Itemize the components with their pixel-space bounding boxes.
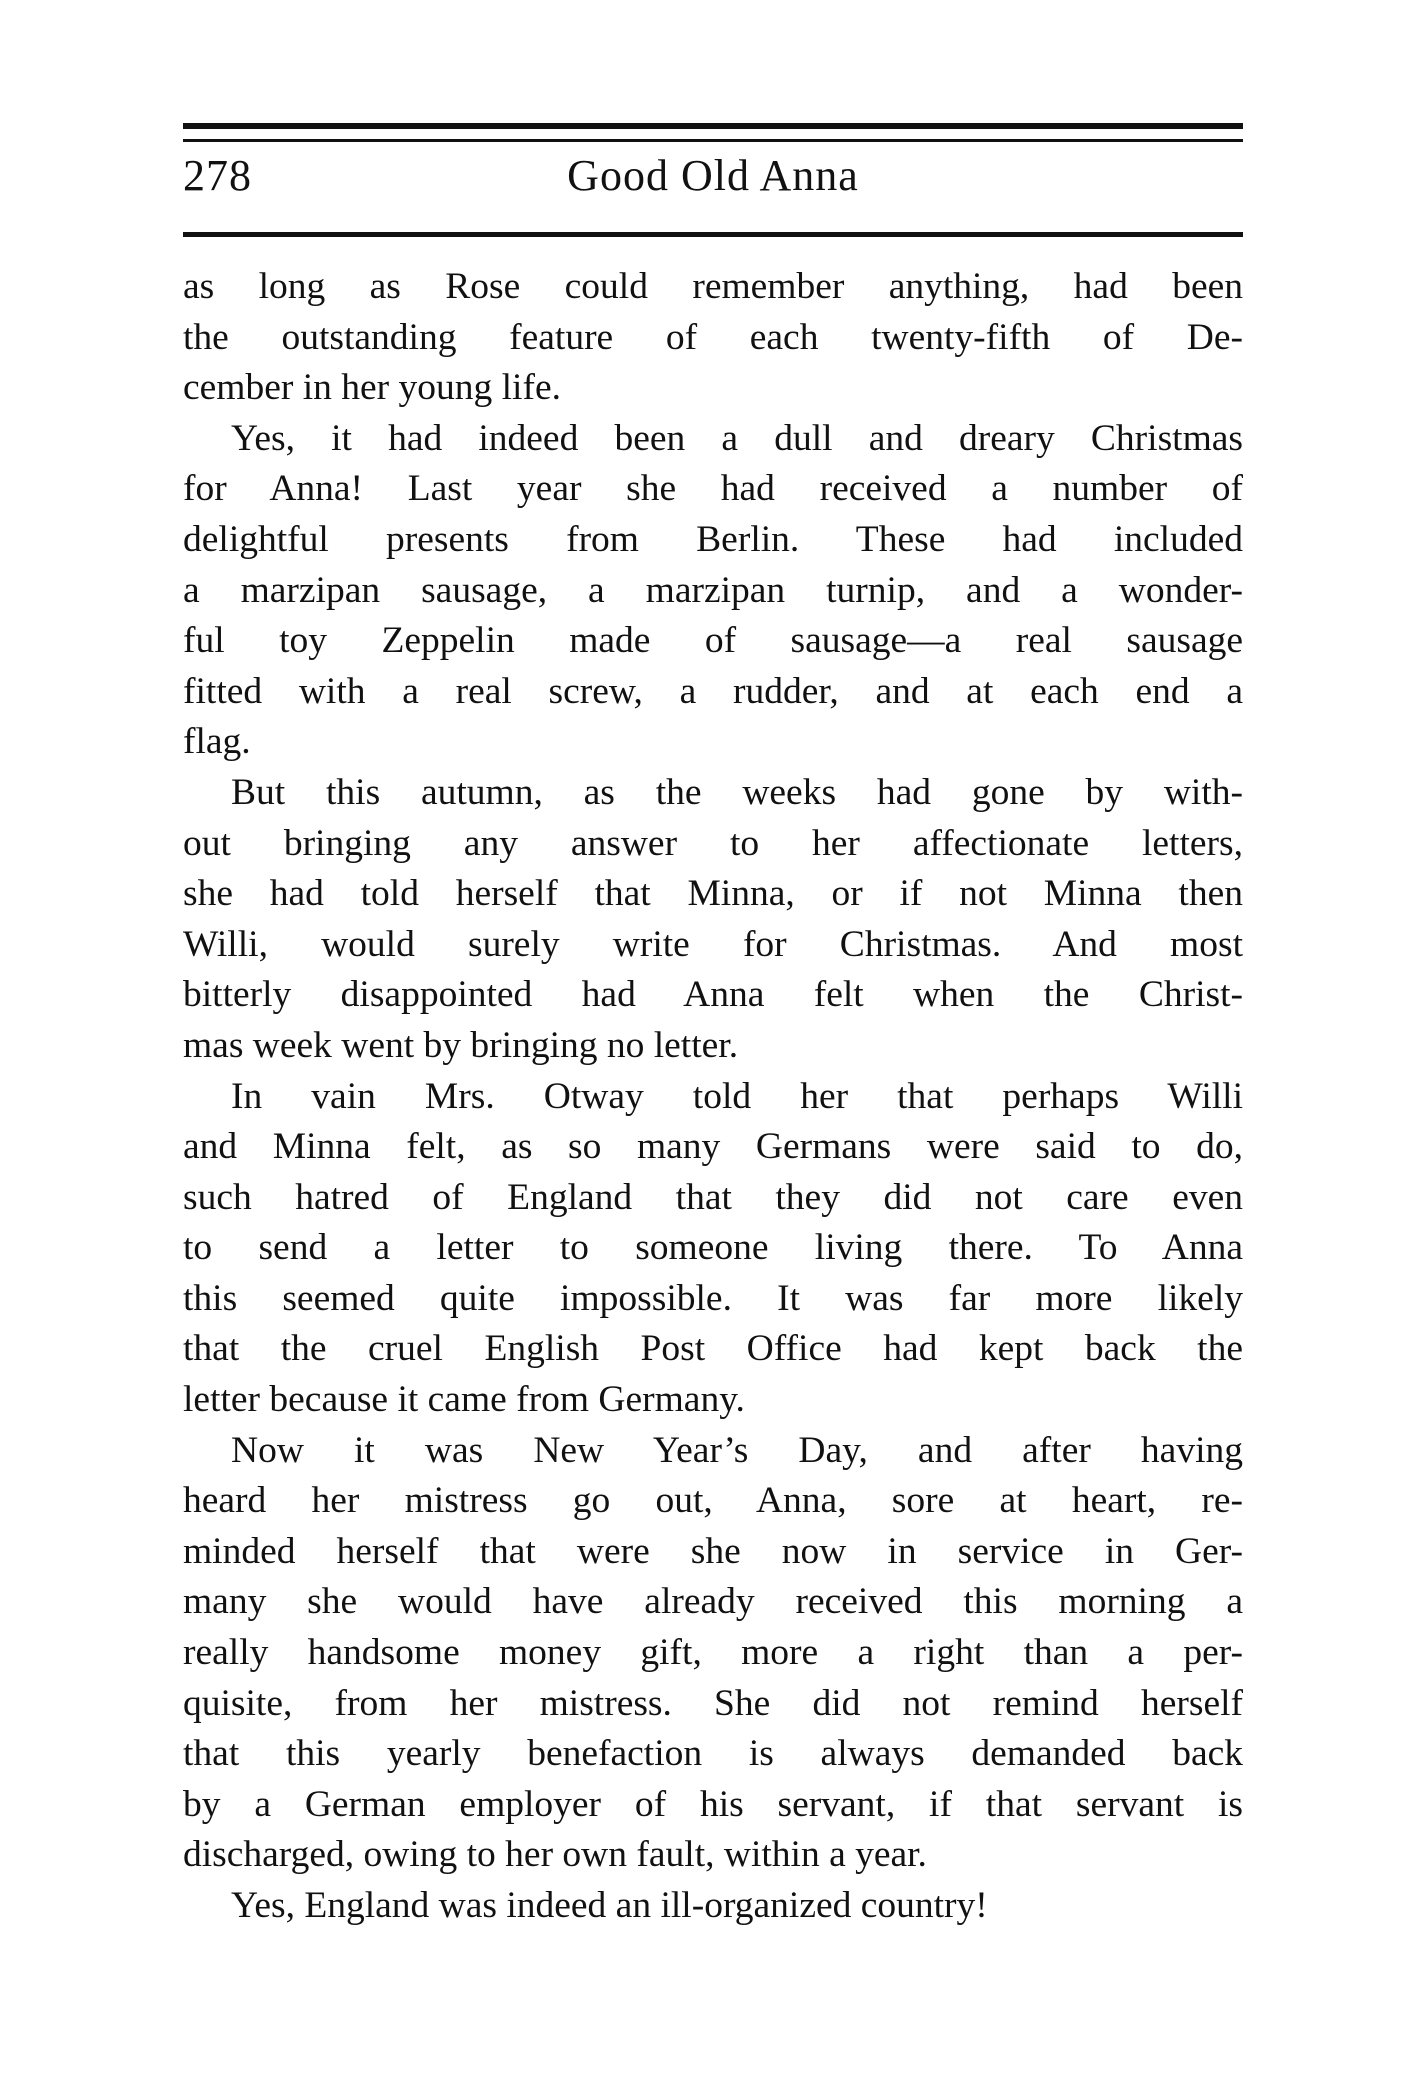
text-line: she had told herself that Minna, or if not Minna then [183,873,1243,915]
text-line: flag. [183,721,251,763]
paragraph [183,1072,1243,1426]
text-line: to send a letter to someone living there. To Anna [183,1227,1243,1269]
text-line: a marzipan sausage, a marzipan turnip, and a wonder- [183,569,1243,611]
text-line: cember in her young life. [183,367,561,409]
text-line: for Anna! Last year she had received a number of [183,468,1243,510]
header-rule-bottom [183,232,1243,237]
text-line: quisite, from her mistress. She did not remind herself [183,1682,1243,1724]
paragraph [183,262,1243,414]
header-rule-thin [183,139,1243,142]
text-line: minded herself that were she now in service in Ger- [183,1530,1243,1572]
text-line: Now it was New Year’s Day, and after having [231,1429,1243,1471]
text-line: discharged, owing to her own fault, within a year. [183,1834,927,1876]
text-line: that this yearly benefaction is always demanded back [183,1733,1243,1775]
text-line: bitterly disappointed had Anna felt when the Christ- [183,974,1243,1016]
text-line: Yes, it had indeed been a dull and dreary Christmas [231,417,1243,459]
page-number: 278 [183,151,252,200]
text-line: such hatred of England that they did not care even [183,1176,1243,1218]
paragraph [183,414,1243,768]
paragraph [183,1881,1243,1932]
paragraph [183,1426,1243,1881]
text-line: mas week went by bringing no letter. [183,1024,739,1066]
text-line: out bringing any answer to her affectionate letters, [183,822,1243,864]
text-line: really handsome money gift, more a right than a per- [183,1632,1243,1674]
text-line: heard her mistress go out, Anna, sore at heart, re- [183,1480,1243,1522]
text-line: that the cruel English Post Office had kept back the [183,1328,1243,1370]
text-line: many she would have already received this morning a [183,1581,1243,1623]
text-line: But this autumn, as the weeks had gone by with- [231,771,1243,813]
running-title: Good Old Anna [567,151,859,200]
text-line: Yes, England was indeed an ill-organized country! [231,1885,988,1926]
text-line: ful toy Zeppelin made of sausage—a real sausage [183,620,1243,662]
text-line: and Minna felt, as so many Germans were said to do, [183,1126,1243,1168]
body-text [183,262,1243,1932]
text-line: fitted with a real screw, a rudder, and at each end a [183,670,1243,712]
text-line: delightful presents from Berlin. These had included [183,518,1243,560]
text-line: the outstanding feature of each twenty-fifth of De- [183,316,1243,358]
header-rule-thick [183,123,1243,129]
text-line: In vain Mrs. Otway told her that perhaps Willi [231,1075,1243,1117]
text-line: as long as Rose could remember anything, had been [183,266,1243,307]
text-line: Willi, would surely write for Christmas. And most [183,923,1243,965]
text-line: by a German employer of his servant, if that servant is [183,1783,1243,1825]
text-line: this seemed quite impossible. It was far more likely [183,1277,1243,1319]
text-line: letter because it came from Germany. [183,1379,745,1421]
paragraph [183,768,1243,1072]
